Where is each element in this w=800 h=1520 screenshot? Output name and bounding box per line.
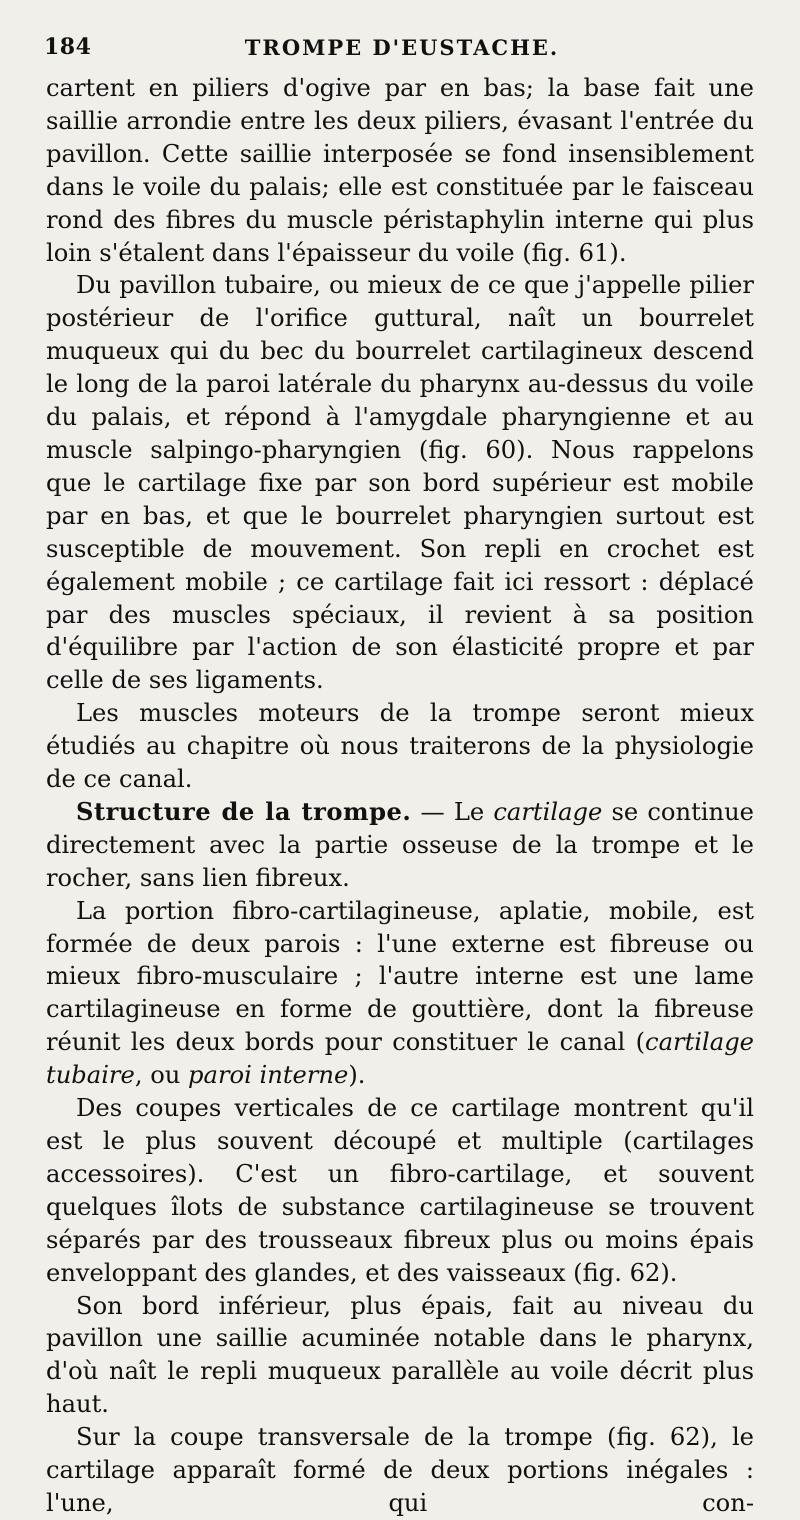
section-heading: Structure de la trompe. [76,796,412,826]
paragraph-4 [46,796,754,895]
paragraph-6-text: Des coupes verticales de ce cartilage montrent qu'il est le plus souvent découpé et multiple (cartilages accessoires). C'est un fibro-cartilage, et souvent quelques îlots de substance cartilagineuse se trouvent séparés par des trousseaux fibreux plus ou moins épais enveloppant des glandes, et des vaisseaux (fig. 62). [46,1094,754,1287]
page-number: 184 [44,34,92,60]
paragraph-1-text: cartent en piliers d'ogive par en bas; la base fait une saillie arrondie entre les deux piliers, évasant l'entrée du pavillon. Cette saillie interposée se fond insensiblement dans le voile du palais; elle est constituée par le faisceau rond des fibres du muscle péristaphylin interne qui plus loin s'étalent dans l'épaisseur du voile (fig. 61). [46,74,754,267]
paragraph-6 [46,1092,754,1289]
paragraph-2-text: Du pavillon tubaire, ou mieux de ce que j'appelle pilier postérieur de l'orifice guttural, naît un bourrelet muqueux qui du bec du bourrelet cartilagineux descend le long de la paroi latérale du pharynx au-dessus du voile du palais, et répond à l'amygdale pharyngienne et au muscle salpingo-pharyngien (fig. 60). Nous rappelons que le cartilage fixe par son bord supérieur est mobile par en bas, et que le bourrelet pharyngien surtout est susceptible de mouvement. Son repli en crochet est également mobile ; ce cartilage fait ici ressort : déplacé par des muscles spéciaux, il revient à sa position d'équilibre par l'action de son élasticité propre et par celle de ses ligaments. [46,271,754,695]
paragraph-7 [46,1290,754,1422]
paragraph-1 [46,72,754,269]
italic-term-cartilage-tubaire: cartilage tubaire [46,1028,754,1090]
paragraph-5-text-before: La portion fibro-cartilagineuse, aplatie, mobile, est formée de deux parois : l'une externe est fibreuse ou mieux fibro-musculaire ; l'autre interne est une lame cartilagineuse en forme de gouttière, dont la fibreuse réunit les deux bords pour constituer le canal ( [46,896,754,1057]
running-title: TROMPE D'EUSTACHE. [244,34,560,60]
paragraph-3 [46,697,754,796]
paragraph-5-mid: , ou [134,1061,189,1090]
paragraph-8 [46,1421,754,1520]
paragraph-2 [46,269,754,697]
paragraph-7-text: Son bord inférieur, plus épais, fait au niveau du pavillon une saillie acuminée notable dans le pharynx, d'où naît le repli muqueux parallèle au voile décrit plus haut. [46,1291,754,1419]
paragraph-5-text-after: ). [348,1061,366,1090]
paragraph-5 [46,895,754,1092]
paragraph-8-text: Sur la coupe transversale de la trompe (fig. 62), le cartilage apparaît formé de deux portions inégales : l'une, qui con- [46,1423,754,1517]
body-text [46,72,754,1520]
italic-term-paroi-interne: paroi interne [188,1061,349,1090]
italic-term-cartilage: cartilage [493,797,603,826]
heading-dash: — Le [411,797,494,826]
paragraph-3-text: Les muscles moteurs de la trompe seront mieux étudiés au chapitre où nous traiterons de la physiologie de ce canal. [46,699,754,794]
paragraph-4-text: se continue directement avec la partie osseuse de la trompe et le rocher, sans lien fibreux. [46,797,754,892]
page-header [44,30,760,64]
